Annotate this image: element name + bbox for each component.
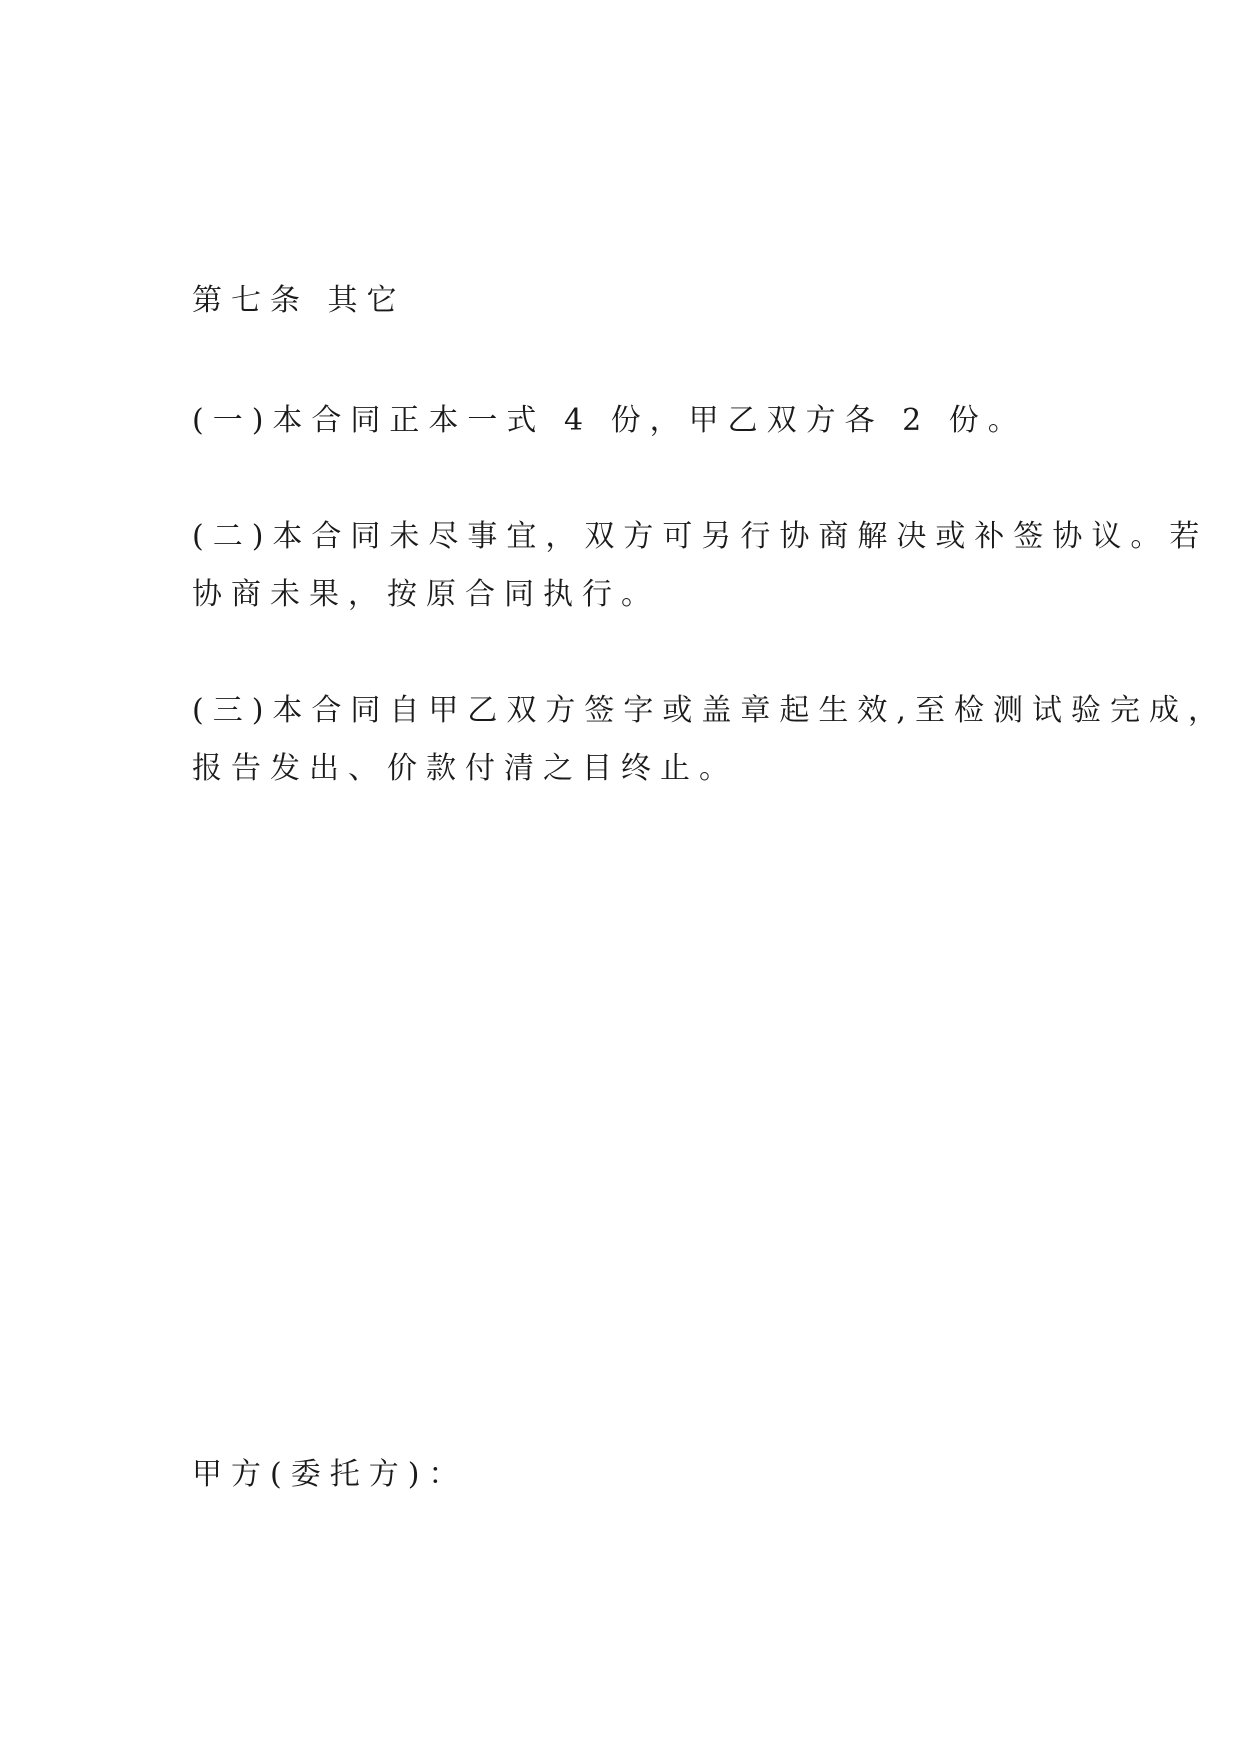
section-heading-text: 第七条 其它 (192, 283, 406, 318)
clause-3-line-1: (三)本合同自甲乙双方签字或盖章起生效,至检测试验完成， (192, 693, 1227, 728)
clause-3 (192, 682, 1227, 798)
clause-1 (192, 392, 1062, 450)
party-a-label: 甲方(委托方)： (192, 1457, 468, 1492)
clause-2-line-1: (二)本合同未尽事宜，双方可另行协商解决或补签协议。若 (192, 519, 1209, 554)
clause-2 (192, 508, 1209, 624)
clause-2-line-2: 协商未果，按原合同执行。 (192, 577, 660, 612)
section-heading (192, 272, 1062, 330)
clause-3-line-2: 报告发出、价款付清之目终止。 (192, 751, 738, 786)
party-a-signature (192, 1446, 1062, 1504)
clause-1-line-1: (一)本合同正本一式 4 份，甲乙双方各 2 份。 (192, 403, 1027, 438)
